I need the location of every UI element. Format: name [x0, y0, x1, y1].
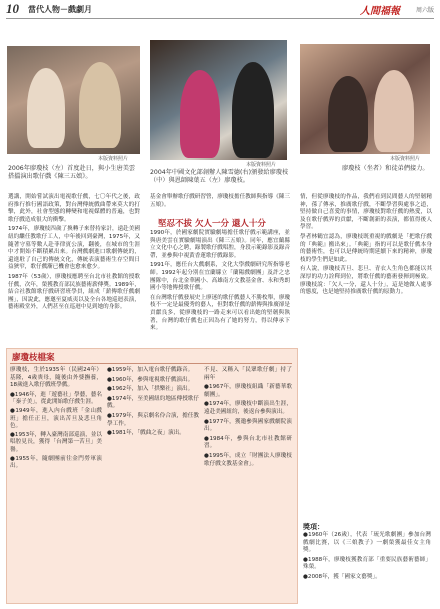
paragraph: 學者林鶴宜認為，廖瓊枝既重視的戲劇是「把歌仔戲的『典範』搬出來」。「典範」指的可以是歌仔戲本身的藝術性，也可以是傳統時期延續下來的精神，廖瓊枝的學生們是如此。 [300, 233, 432, 263]
page-number: 10 [6, 1, 19, 16]
photo-caption: 2004年中國文化部創辦人陳雪德(右)頒發給廖瓊枝（中）與恩師陳葉五（左）廖瓊枝。 [150, 169, 289, 185]
article-column-3 [300, 194, 432, 297]
list-item: ●1960年，參與電視歌仔戲演出。 [107, 376, 194, 383]
photo-teacher-students [300, 44, 430, 154]
paragraph: 基金會舉辦歌仔戲研習營，廖瓊枝擔任教師與指導《陳三五娘》。 [150, 194, 290, 208]
photo-caption: 2006年廖瓊枝（左）首度赴日，與小生唐美雲搭擋演出歌仔戲《陳三五娘》。 [8, 165, 136, 181]
list-item: ●1946年，進「遊藝社」學藝，藝名「秦子美」，從此開始歌仔戲生涯。 [10, 391, 102, 406]
page-header [0, 0, 440, 18]
header-divider [6, 18, 434, 19]
photo-credit: 本版資料照片 [246, 162, 277, 168]
list-item: ●1977年，獲邀參與國家戲劇院演出。 [204, 418, 292, 433]
list-item: ●1949年，進入內台戲班「金山戲班」擔任正旦，演出苦旦及悲旦角色。 [10, 407, 102, 430]
paragraph: 情，但從廖瓊枝的作品，我們看到民間藝人的堅韌精神，孫了傳承，推廣歌仔戲，不斷學習與處事之道，堅持做自己喜愛的事情，廖瓊枝對歌仔戲的熱愛，以及在歌仔戲界的貢獻，不斷創新的表演，都值得後人學習。 [300, 194, 432, 231]
list-item: ●1959年，加入電台歌仔戲錄音。 [107, 367, 194, 373]
paragraph: 在台灣歌仔戲發展史上廖迷的歌仔戲藝人不勝枚舉，廖瓊枝不一定是最優秀的藝人，但對歌仔戲的薪傳與推廣卻是貢獻良多，從廖瓊枝的一路走來可以看出她的堅韌與執著，台灣的歌仔戲也正因為有了她的努力，得以傳承下來。 [150, 294, 290, 332]
paragraph: 1990年，於國家劇院實驗劇場擔任歌仔戲示範講座，並與唐美雲在實驗劇場演出《陳三五娘》。同年，應宜蘭縣立文化中心之聘，錄製歌仔戲唱腔，身段示範錄影及錄音帶，並參與中視黃香蓮歌仔戲錄影。 [150, 230, 290, 259]
awards-heading: 獎項： [303, 523, 324, 531]
profile-box-divider [10, 363, 292, 364]
award-item: ●2008年，獲「國家文藝獎」。 [303, 573, 381, 580]
article-column-2 [150, 194, 290, 209]
list-item: ●1979年，與京劇名伶合演，擔任教學工作。 [107, 412, 199, 427]
paragraph: 1974年，廖瓊枝四歲了換轉子來替持家計，遠赴美國紐約繼任教歌仔工人，中年後回到臺灣，1975年，又隨著守墓等數人赴菲律賓公演，翻後，在城市的生涯中才開始不斷積累出來。台灣戲劇進口歌劇傳統的，還進駐了自己的傳統文化，傳統表演藝術生存空間日益狹窄，歌仔戲漸已機會也愈來愈少。 [8, 226, 140, 271]
newspaper-logo: 人間福報 [360, 6, 400, 17]
awards-list [303, 532, 431, 582]
list-item: ●1953年，轉入臺灣南部巡演，並以唱腔見長，獲得「台灣第一苦旦」美譽。 [10, 431, 102, 453]
list-item: ●1981年，「戲曲之夜」演出。 [107, 430, 185, 437]
photo-credit: 本版資料照片 [98, 156, 129, 162]
profile-intro: 廖瓊枝，生於1935年（民國24年）基隆，4歲喪母，隨後由外婆撫養，18歲進入歌仔戲班學戲。 [10, 367, 102, 389]
profile-box-title: 廖瓊枝檔案 [12, 353, 55, 363]
list-item: ●1955年，隨劇團前往金門勞軍演出。 [10, 455, 102, 470]
photo-performance-stage [7, 46, 140, 154]
profile-column-2 [107, 367, 199, 438]
paragraph: 1991年，應任台大戲劇系，文化大學戲劇研究所指導老師。1992年起分別在宜蘭縣立「蘭陽戲劇團」及許之忠團隊中，台北金華國小、高雄南方文教基金會、永和秀朗國小等地傳授歌仔戲。 [150, 262, 290, 292]
paragraph: 1987年（53歲），廖瓊枝應聘至台北市社教館的授歌仔戲，次年，榮獲教育部民族藝術薪傳獎。1989年，結合社教館歌仔戲研習班學員，組成「薪傳歌仔戲劇團」，因說此，應邀至夏威夷以及全台各地巡迴表演，藝術殿堂外，人們甚至在巡迴中見到她的身影。 [8, 273, 140, 311]
list-item: ●1995年，成立「財團法人廖瓊枝歌仔戲文教基金會」。 [204, 452, 292, 467]
list-item: ●1974年，廖瓊枝中斷演出生涯，遠赴美國紐約，後返台參與演出。 [204, 401, 292, 415]
edition-label: 周六版 [415, 7, 434, 14]
paragraph: 有人說，廖瓊枝苦旦、悲旦、青衣人生角色都能以其深厚的功力詮釋到位，將歌仔戲的藝術發揮到極致。廖瓊枝說：「欠人一分，還人十分」，這是她做人處事的態度，也是她堅持推廣歌仔戲的原動力。 [300, 266, 432, 296]
list-item: ●1967年，廖瓊枝組織「新藝華歌劇團」。 [204, 384, 292, 398]
list-item: ●1962年，加入「拱樂社」演出。 [107, 386, 194, 393]
article-column-2-cont [150, 230, 290, 333]
list-item: ●1984年，參與台北市社教館研習。 [204, 435, 292, 450]
profile-column-3 [204, 367, 292, 468]
article-column-1 [8, 194, 140, 312]
section-title: 當代人物－戲劇月 [28, 5, 92, 14]
paragraph: 選講，開始嘗試演出電視歌仔戲，七〇年代之後，政府推行推行國語政策，對台灣傳統戲曲帶來莫大的打擊，此外，社會型態的轉變和電視媒體的普遍，也對歌仔戲造成很大的衝擊。 [8, 194, 140, 223]
list-item: 不見、又稱入「民眾歌仔劇」持了兩年 [204, 367, 292, 381]
subheading: 堅忍不拔 欠人一分 還人十分 [158, 219, 266, 229]
list-item: ●1974年，至美國紐約地區傳授歌仔戲。 [107, 395, 199, 410]
award-item: ●1960年（26歲），代表「琉光歌劇團」參加台灣戲劇比賽，以《三娘教子》一劇榮獲最佳女主角獎。 [303, 532, 431, 554]
profile-column-1 [10, 367, 102, 471]
photo-award-ceremony [150, 40, 287, 160]
award-item: ●1988年，廖瓊枝獲教育部「重要民族藝術藝師」殊榮。 [303, 556, 431, 571]
photo-credit: 本版資料照片 [390, 156, 421, 162]
photo-caption: 廖瓊枝（坐者）和徒弟們接力。 [342, 165, 429, 172]
